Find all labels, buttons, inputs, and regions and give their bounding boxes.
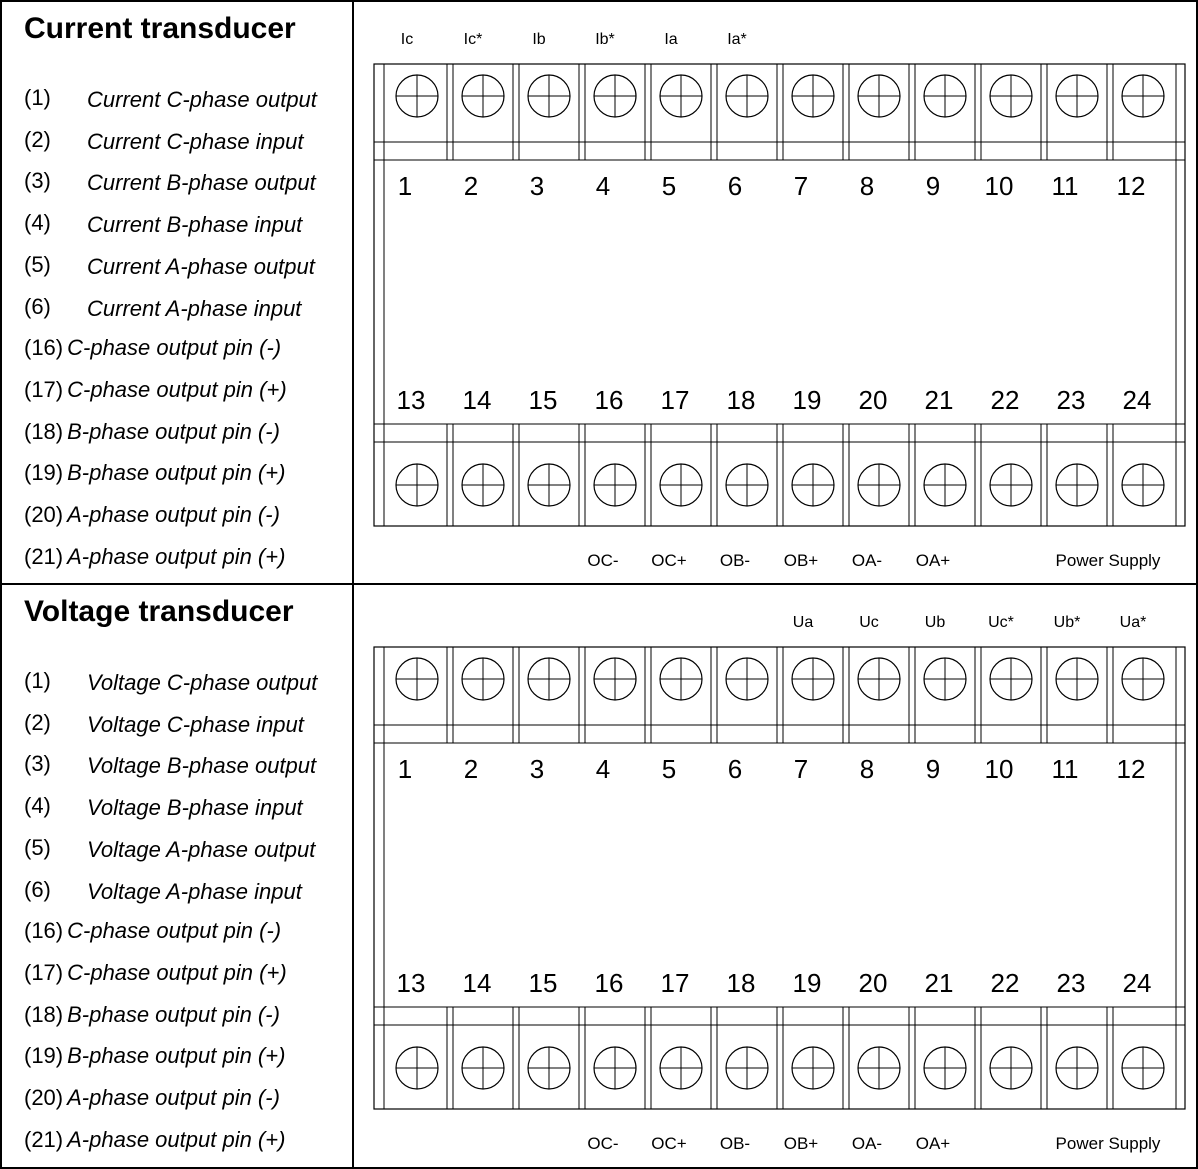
section-title: Current transducer xyxy=(24,12,296,45)
terminal-block-svg xyxy=(354,2,1196,584)
terminal-number: 7 xyxy=(793,754,809,784)
legend-item xyxy=(24,877,302,904)
legend-description: B-phase output pin (+) xyxy=(67,1043,286,1068)
top-signal-label: Ib xyxy=(532,31,546,48)
top-signal-label: Uc xyxy=(859,614,879,631)
legend-pin-number: (19) xyxy=(24,460,64,485)
terminal-number: 17 xyxy=(660,385,690,415)
legend-description: Voltage C-phase output xyxy=(87,670,318,695)
terminal-number: 15 xyxy=(528,968,558,998)
voltage-terminal-diagram xyxy=(354,585,1196,1167)
legend-description: A-phase output pin (+) xyxy=(67,544,286,569)
legend-pin-number: (1) xyxy=(24,668,51,693)
terminal-number: 20 xyxy=(858,968,888,998)
bottom-signal-label: OC+ xyxy=(651,1134,687,1153)
section-title: Voltage transducer xyxy=(24,595,294,628)
terminal-number: 4 xyxy=(595,171,611,201)
terminal-number: 24 xyxy=(1122,385,1152,415)
terminal-number: 13 xyxy=(396,385,426,415)
bottom-signal-label: OA+ xyxy=(915,551,951,570)
terminal-block-svg xyxy=(354,585,1196,1167)
top-signal-label: Ib* xyxy=(595,31,615,48)
legend-item xyxy=(24,1129,285,1151)
legend-pin-number: (17) xyxy=(24,960,64,985)
terminal-number: 15 xyxy=(528,385,558,415)
terminal-number: 2 xyxy=(463,754,479,784)
bottom-signal-label: OC- xyxy=(587,1134,619,1153)
legend-item xyxy=(24,85,317,112)
bottom-signal-label: OB+ xyxy=(783,1134,819,1153)
legend-pin-number: (19) xyxy=(24,1043,64,1068)
legend-item xyxy=(24,1087,280,1109)
terminal-number: 16 xyxy=(594,385,624,415)
legend-description: B-phase output pin (-) xyxy=(67,419,280,444)
legend-item xyxy=(24,1045,285,1067)
terminal-number: 16 xyxy=(594,968,624,998)
terminal-number: 22 xyxy=(990,385,1020,415)
terminal-number: 21 xyxy=(924,968,954,998)
terminal-number: 1 xyxy=(397,171,413,201)
legend-pin-number: (21) xyxy=(24,544,64,569)
terminal-number: 2 xyxy=(463,171,479,201)
power-supply-label: Power Supply xyxy=(1055,1134,1161,1153)
legend-pin-number: (18) xyxy=(24,419,64,444)
terminal-number: 5 xyxy=(661,754,677,784)
terminal-number: 9 xyxy=(925,754,941,784)
terminal-number: 22 xyxy=(990,968,1020,998)
legend-pin-number: (16) xyxy=(24,335,64,360)
terminal-number: 19 xyxy=(792,385,822,415)
terminal-number: 17 xyxy=(660,968,690,998)
legend-pin-number: (5) xyxy=(24,252,51,277)
top-signal-label: Ia xyxy=(664,31,678,48)
legend-pin-number: (18) xyxy=(24,1002,64,1027)
terminal-number: 12 xyxy=(1116,171,1146,201)
bottom-signal-label: OA- xyxy=(851,1134,883,1153)
legend-item xyxy=(24,168,316,195)
legend-pin-number: (21) xyxy=(24,1127,64,1152)
legend-item xyxy=(24,546,285,568)
legend-pin-number: (20) xyxy=(24,502,64,527)
bottom-signal-label: OC+ xyxy=(651,551,687,570)
legend-pin-number: (17) xyxy=(24,377,64,402)
legend-item xyxy=(24,462,285,484)
terminal-number: 3 xyxy=(529,171,545,201)
top-signal-label: Ub xyxy=(924,614,946,631)
terminal-number: 23 xyxy=(1056,968,1086,998)
terminal-number: 1 xyxy=(397,754,413,784)
legend-description: Current C-phase input xyxy=(87,129,304,154)
legend-item xyxy=(24,252,315,279)
terminal-number: 4 xyxy=(595,754,611,784)
legend-item xyxy=(24,127,304,154)
terminal-number: 11 xyxy=(1051,754,1079,784)
legend-pin-number: (2) xyxy=(24,710,51,735)
legend-item xyxy=(24,962,287,984)
legend-description: Current C-phase output xyxy=(87,87,317,112)
top-signal-label: Ua xyxy=(792,614,814,631)
legend-item xyxy=(24,294,302,321)
top-signal-label: Ic* xyxy=(463,31,483,48)
terminal-number: 18 xyxy=(726,968,756,998)
legend-item xyxy=(24,504,280,526)
legend-item xyxy=(24,1004,280,1026)
legend-item xyxy=(24,379,287,401)
legend-item xyxy=(24,710,304,737)
voltage-legend-cell xyxy=(2,585,352,1167)
terminal-number: 8 xyxy=(859,754,875,784)
legend-description: Current A-phase input xyxy=(87,296,302,321)
terminal-number: 14 xyxy=(462,968,492,998)
bottom-signal-label: OB+ xyxy=(783,551,819,570)
legend-item xyxy=(24,210,303,237)
legend-pin-number: (20) xyxy=(24,1085,64,1110)
terminal-number: 12 xyxy=(1116,754,1146,784)
legend-description: C-phase output pin (-) xyxy=(67,918,282,943)
legend-description: Current B-phase input xyxy=(87,212,303,237)
power-supply-label: Power Supply xyxy=(1055,551,1161,570)
bottom-signal-label: OA- xyxy=(851,551,883,570)
legend-pin-number: (2) xyxy=(24,127,51,152)
legend-pin-number: (1) xyxy=(24,85,51,110)
legend-pin-number: (16) xyxy=(24,918,64,943)
bottom-signal-label: OA+ xyxy=(915,1134,951,1153)
terminal-number: 8 xyxy=(859,171,875,201)
legend-pin-number: (3) xyxy=(24,751,51,776)
top-signal-label: Ia* xyxy=(727,31,747,48)
terminal-number: 10 xyxy=(984,754,1014,784)
terminal-block-outline xyxy=(374,647,1185,1109)
legend-description: C-phase output pin (+) xyxy=(67,960,287,985)
legend-item xyxy=(24,793,303,820)
terminal-number: 6 xyxy=(727,754,743,784)
legend-description: Voltage B-phase input xyxy=(87,795,303,820)
legend-description: A-phase output pin (+) xyxy=(67,1127,286,1152)
legend-description: Voltage B-phase output xyxy=(87,753,317,778)
legend-item xyxy=(24,920,281,942)
legend-description: C-phase output pin (+) xyxy=(67,377,287,402)
legend-pin-number: (6) xyxy=(24,877,51,902)
terminal-number: 13 xyxy=(396,968,426,998)
bottom-signal-label: OB- xyxy=(719,1134,751,1153)
legend-description: A-phase output pin (-) xyxy=(67,1085,280,1110)
terminal-number: 24 xyxy=(1122,968,1152,998)
legend-description: Voltage C-phase input xyxy=(87,712,304,737)
current-terminal-diagram xyxy=(354,2,1196,584)
top-signal-label: Ic xyxy=(400,31,414,48)
legend-description: B-phase output pin (-) xyxy=(67,1002,280,1027)
legend-pin-number: (6) xyxy=(24,294,51,319)
legend-description: Current A-phase output xyxy=(87,254,315,279)
legend-pin-number: (3) xyxy=(24,168,51,193)
bottom-signal-label: OB- xyxy=(719,551,751,570)
top-signal-label: Ub* xyxy=(1053,614,1081,631)
terminal-number: 7 xyxy=(793,171,809,201)
terminal-block-outline xyxy=(374,64,1185,526)
top-signal-label: Uc* xyxy=(988,614,1014,631)
current-legend-cell xyxy=(2,2,352,583)
terminal-number: 5 xyxy=(661,171,677,201)
legend-item xyxy=(24,668,318,695)
legend-description: B-phase output pin (+) xyxy=(67,460,286,485)
legend-item xyxy=(24,337,281,359)
legend-item xyxy=(24,751,317,778)
terminal-number: 6 xyxy=(727,171,743,201)
legend-pin-number: (4) xyxy=(24,793,51,818)
legend-description: A-phase output pin (-) xyxy=(67,502,280,527)
terminal-number: 18 xyxy=(726,385,756,415)
legend-pin-number: (4) xyxy=(24,210,51,235)
legend-description: C-phase output pin (-) xyxy=(67,335,282,360)
terminal-number: 11 xyxy=(1051,171,1079,201)
bottom-signal-label: OC- xyxy=(587,551,619,570)
top-signal-label: Ua* xyxy=(1119,614,1147,631)
legend-item xyxy=(24,421,280,443)
terminal-number: 20 xyxy=(858,385,888,415)
legend-description: Voltage A-phase input xyxy=(87,879,302,904)
terminal-number: 10 xyxy=(984,171,1014,201)
legend-pin-number: (5) xyxy=(24,835,51,860)
terminal-number: 14 xyxy=(462,385,492,415)
legend-description: Current B-phase output xyxy=(87,170,316,195)
terminal-number: 21 xyxy=(924,385,954,415)
terminal-number: 3 xyxy=(529,754,545,784)
legend-item xyxy=(24,835,316,862)
terminal-number: 9 xyxy=(925,171,941,201)
terminal-number: 23 xyxy=(1056,385,1086,415)
legend-description: Voltage A-phase output xyxy=(87,837,316,862)
terminal-number: 19 xyxy=(792,968,822,998)
